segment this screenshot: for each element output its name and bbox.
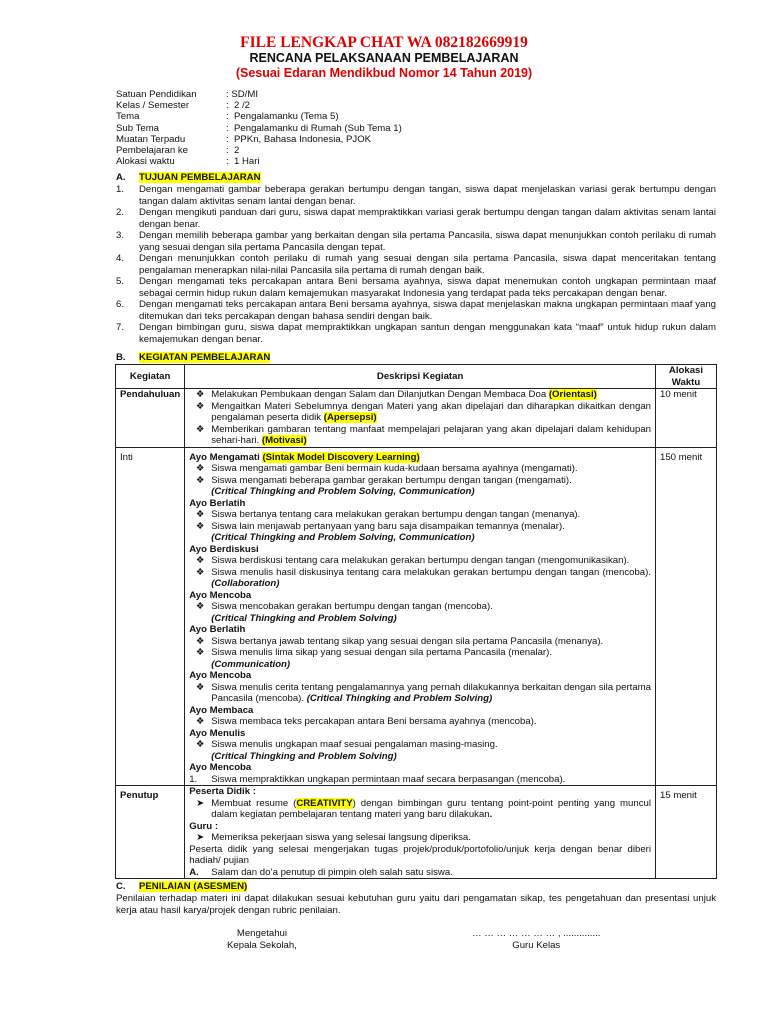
identity-row (116, 145, 402, 156)
activity-time: 15 menit (656, 786, 717, 879)
diamond-bullet-icon: ❖ (195, 555, 205, 566)
activity-description (185, 786, 656, 879)
list-item (189, 509, 651, 521)
item-text: ) dengan bimbingan guru tentang point-point penting yang muncul dalam kegiatan pembelajaran tentang materi yang baru dilakukan (211, 797, 651, 820)
list-item (189, 832, 651, 844)
item-text: Siswa mengamati beberapa gambar gerakan bertumpu dengan tangan (mengamati). (211, 474, 572, 486)
diamond-bullet-icon: ❖ (195, 716, 205, 727)
item-tag: (Sintak Model Discovery Learning) (262, 451, 420, 463)
column-header: Alokasi Waktu (656, 365, 717, 389)
section-letter: A. (116, 172, 126, 183)
sub-title: Peserta Didik : (189, 786, 256, 797)
diamond-bullet-icon: ❖ (195, 400, 205, 412)
list-item (189, 463, 651, 475)
item-text: Siswa menulis cerita tentang pengalamannya yang pernah dilakukannya berkaitan dengan sila pertama Pancasila (mencoba). (211, 681, 651, 704)
diamond-bullet-icon: ❖ (195, 681, 205, 693)
list-number: 1. (189, 773, 198, 785)
identity-label: Kelas / Semester (116, 100, 190, 112)
competency-note: (Critical Thingking and Problem Solving, Communication) (211, 486, 475, 497)
item-text: Siswa bertanya jawab tentang sikap yang sesuai dengan sila pertama Pancasila (menanya). (211, 635, 604, 647)
activity-time: 150 menit (656, 447, 717, 786)
list-number: 3. (116, 230, 125, 241)
competency-note: (Collaboration) (211, 578, 280, 589)
sub-title: Ayo Mencoba (189, 762, 252, 773)
list-number: 2. (116, 207, 125, 218)
identity-label: Tema (116, 111, 140, 123)
diamond-bullet-icon: ❖ (195, 423, 205, 435)
list-item (189, 389, 651, 401)
sub-title: Ayo Membaca (189, 704, 254, 716)
item-tag: (Apersepsi) (323, 412, 377, 423)
list-item (116, 253, 716, 276)
list-item (116, 299, 716, 322)
list-item (116, 230, 716, 253)
diamond-bullet-icon: ❖ (195, 463, 205, 474)
sub-title: Ayo Mencoba (189, 589, 252, 601)
activities-table (115, 364, 717, 879)
competency-note: (Critical Thingking and Problem Solving, Communication) (211, 532, 475, 543)
identity-value: : PPKn, Bahasa Indonesia, PJOK (226, 133, 372, 145)
sub-title: Ayo Mencoba (189, 670, 252, 681)
identity-label: Muatan Terpadu (116, 133, 186, 145)
item-tag: (Motivasi) (261, 435, 307, 446)
list-item (189, 401, 651, 424)
sub-title: Ayo Berdiskusi (189, 543, 259, 555)
item-text: Siswa mencobakan gerakan bertumpu dengan tangan (mencoba). (211, 601, 493, 612)
diamond-bullet-icon: ❖ (195, 739, 205, 750)
item-text: Siswa mengamati gambar Beni bermain kuda-kudaan bersama ayahnya (mengamati). (211, 463, 578, 474)
list-item (189, 774, 651, 786)
item-text: Melakukan Pembukaan dengan Salam dan Dilanjutkan Dengan Membaca Doa (211, 389, 549, 400)
identity-label: Pembelajaran ke (116, 144, 188, 156)
item-text: Siswa mempraktikkan ungkapan permintaan maaf secara berpasangan (mencoba). (211, 773, 566, 785)
list-number: A. (189, 866, 199, 878)
sub-title: Ayo Berlatih (189, 624, 246, 635)
arrow-bullet-icon: ➤ (196, 797, 205, 809)
identity-value: : SD/MI (226, 89, 258, 100)
list-item (116, 207, 716, 230)
section-c-heading (116, 881, 247, 893)
list-text: Dengan mengamati teks percakapan antara Beni bersama ayahnya, siswa dapat menjelaskan makna ungkapan permintaan maaf yang ditemukan dari teks percakapan dengan bahasa sendiri dengan baik. (139, 299, 716, 322)
list-item (189, 475, 651, 487)
list-item (189, 682, 651, 705)
signature-line: … … … … … … … , .............. (472, 928, 601, 939)
item-text: Siswa membaca teks percakapan antara Beni bersama ayahnya (mencoba). (211, 716, 537, 727)
competency-note: (Critical Thingking and Problem Solving) (211, 612, 397, 624)
signature-teacher (472, 928, 600, 953)
competency-note: (Critical Thingking and Problem Solving) (306, 693, 493, 704)
diamond-bullet-icon: ❖ (195, 474, 205, 486)
identity-row (116, 89, 402, 100)
document-title: RENCANA PELAKSANAAN PEMBELAJARAN (249, 51, 519, 65)
list-text: Dengan mengikuti panduan dari guru, siswa dapat mempraktikkan variasi gerak bertumpu dengan tangan dalam aktivitas senam lantai dengan benar. (139, 207, 716, 230)
identity-block (116, 89, 402, 167)
item-text: Siswa menulis hasil diskusinya tentang cara melakukan gerakan bertumpu dengan tangan (mencoba). (211, 566, 651, 578)
list-text: Dengan memilih beberapa gambar yang berkaitan dengan sila pertama Pancasila, siswa dapat menunjukkan contoh perilaku di rumah yang sesuai dengan sila pertama Pancasila dengan tepat. (139, 230, 716, 253)
section-title: TUJUAN PEMBELAJARAN (139, 172, 261, 183)
note-text: Peserta didik yang selesai mengerjakan tugas projek/produk/portofolio/unjuk kerja dengan benar diberi hadiah/ pujian (189, 843, 651, 866)
item-text: Memeriksa pekerjaan siswa yang selesai langsung diperiksa. (211, 832, 471, 843)
list-item (116, 276, 716, 299)
list-text: Dengan menunjukkan contoh perilaku di rumah yang sesuai dengan sila pertama Pancasila, siswa dapat menceritakan tentang pengalaman menerapkan nilai-nilai Pancasila sila pertama di rumah dengan baik. (139, 253, 716, 276)
identity-value: : 2 (226, 144, 240, 156)
arrow-bullet-icon: ➤ (196, 832, 205, 843)
document-subtitle: (Sesuai Edaran Mendikbud Nomor 14 Tahun 2019) (235, 66, 533, 80)
section-title: KEGIATAN PEMBELAJARAN (139, 352, 271, 363)
diamond-bullet-icon: ❖ (195, 509, 205, 520)
identity-value: : Pengalamanku di Rumah (Sub Tema 1) (226, 122, 402, 134)
activity-time: 10 menit (656, 389, 717, 448)
identity-row (116, 100, 402, 111)
activity-description (185, 447, 656, 786)
item-tag: CREATIVITY (296, 797, 353, 809)
item-tag: (Orientasi) (548, 389, 597, 400)
identity-value: : 1 Hari (226, 156, 260, 168)
table-row (116, 389, 717, 448)
list-item (189, 521, 651, 533)
column-header: Deskripsi Kegiatan (185, 365, 656, 389)
item-text: Mengaitkan Materi Sebelumnya dengan Materi yang akan dipelajari dan diharapkan dikaitkan dengan pengalaman peserta didik (211, 400, 651, 423)
list-text: Dengan mengamati gambar beberapa gerakan bertumpu dengan tangan, siswa dapat menjelaskan variasi gerak bertumpu dengan tangan dalam aktivitas senam lantai dengan benar. (139, 184, 716, 207)
diamond-bullet-icon: ❖ (195, 635, 205, 647)
item-text: Memberikan gambaran tentang manfaat mempelajari pelajaran yang akan dipelajari dalam kehidupan sehari-hari. (211, 423, 651, 446)
section-letter: B. (116, 352, 126, 363)
list-item (189, 555, 651, 567)
list-item (189, 567, 651, 590)
section-title: PENILAIAN (ASESMEN) (139, 881, 248, 892)
identity-label: Satuan Pendidikan (116, 89, 197, 100)
identity-label: Sub Tema (116, 122, 160, 134)
activity-label: Inti (116, 447, 185, 786)
objectives-list (116, 184, 716, 345)
identity-label: Alokasi waktu (116, 156, 175, 168)
table-row (116, 447, 717, 786)
list-number: 5. (116, 276, 125, 287)
sub-title: Ayo Mengamati (189, 451, 263, 463)
list-text: Dengan bimbingan guru, siswa dapat mempraktikkan ungkapan santun dengan menggunakan kata “maaf” untuk hidup rukun dalam kemajemukan dengan benar. (139, 322, 716, 345)
identity-row (116, 123, 402, 134)
item-text: Siswa lain menjawab pertanyaan yang baru saja disampaikan temannya (menalar). (211, 520, 565, 532)
list-item (189, 601, 651, 613)
item-text: Membuat resume ( (211, 797, 297, 809)
competency-note: (Communication) (211, 658, 291, 670)
signature-role: Guru Kelas (512, 940, 561, 952)
list-item (189, 867, 651, 879)
sub-title: Guru : (189, 820, 219, 832)
item-text: Salam dan do’a penutup di pimpin oleh salah satu siswa. (211, 866, 453, 878)
list-item (189, 739, 651, 751)
section-letter: C. (116, 881, 126, 892)
list-item (189, 716, 651, 728)
section-b-heading (116, 352, 270, 364)
signature-line: Mengetahui (236, 928, 287, 939)
diamond-bullet-icon: ❖ (195, 601, 205, 612)
identity-row (116, 134, 402, 145)
list-number: 1. (116, 184, 125, 195)
table-row (116, 786, 717, 879)
identity-value: : 2 /2 (226, 100, 250, 112)
diamond-bullet-icon: ❖ (195, 520, 205, 532)
sub-heading (189, 452, 651, 464)
diamond-bullet-icon: ❖ (195, 647, 205, 658)
list-item (189, 647, 651, 659)
competency-note: (Critical Thingking and Problem Solving) (211, 750, 397, 762)
table-header-row (116, 365, 717, 389)
column-header: Kegiatan (116, 365, 185, 389)
list-item (189, 636, 651, 648)
list-text: Dengan mengamati teks percakapan antara Beni bersama ayahnya, siswa dapat menemukan contoh ungkapan permintaan maaf sebagai cermin hidup rukun dalam kemajemukan masyarakat Indonesia yang terdapat pada teks percakapan dengan benar. (139, 276, 716, 299)
activity-label: Penutup (116, 786, 185, 879)
signature-principal (227, 928, 297, 953)
list-item (189, 424, 651, 447)
identity-value: : Pengalamanku (Tema 5) (226, 111, 339, 123)
activity-description (185, 389, 656, 448)
list-item: ➤ Membuat resume (CREATIVITY) dengan bimbingan guru tentang point-point penting yang muncul dalam kegiatan pembelajaran tentang materi yang baru dilakukan. (189, 798, 651, 821)
list-item (116, 184, 716, 207)
diamond-bullet-icon: ❖ (195, 389, 205, 400)
item-text: Siswa menulis lima sikap yang sesuai dengan sila pertama Pancasila (menalar). (211, 647, 552, 658)
identity-row (116, 156, 402, 167)
item-text: Siswa menulis ungkapan maaf sesuai pengalaman masing-masing. (211, 739, 498, 750)
assessment-text: Penilaian terhadap materi ini dapat dilakukan sesuai kebutuhan guru yaitu dari pengamatan sikap, tes pengetahuan dan presentasi unjuk kerja atau hasil karya/projek dengan rubric penilaian. (116, 893, 716, 916)
list-number: 4. (116, 253, 125, 264)
identity-row (116, 111, 402, 122)
list-number: 6. (116, 299, 125, 310)
diamond-bullet-icon: ❖ (195, 566, 205, 578)
item-text: Siswa bertanya tentang cara melakukan gerakan bertumpu dengan tangan (menanya). (211, 509, 581, 520)
sub-title: Ayo Berlatih (189, 497, 246, 509)
item-text: Siswa berdiskusi tentang cara melakukan gerakan bertumpu dengan tangan (mengomunikasikan). (211, 555, 630, 566)
sub-title: Ayo Menulis (189, 727, 246, 739)
section-a-heading (116, 172, 261, 184)
activity-label: Pendahuluan (116, 389, 185, 448)
contact-banner: FILE LENGKAP CHAT WA 082182669919 (240, 34, 528, 51)
signature-role: Kepala Sekolah, (227, 940, 297, 952)
list-item (116, 322, 716, 345)
list-number: 7. (116, 322, 125, 333)
